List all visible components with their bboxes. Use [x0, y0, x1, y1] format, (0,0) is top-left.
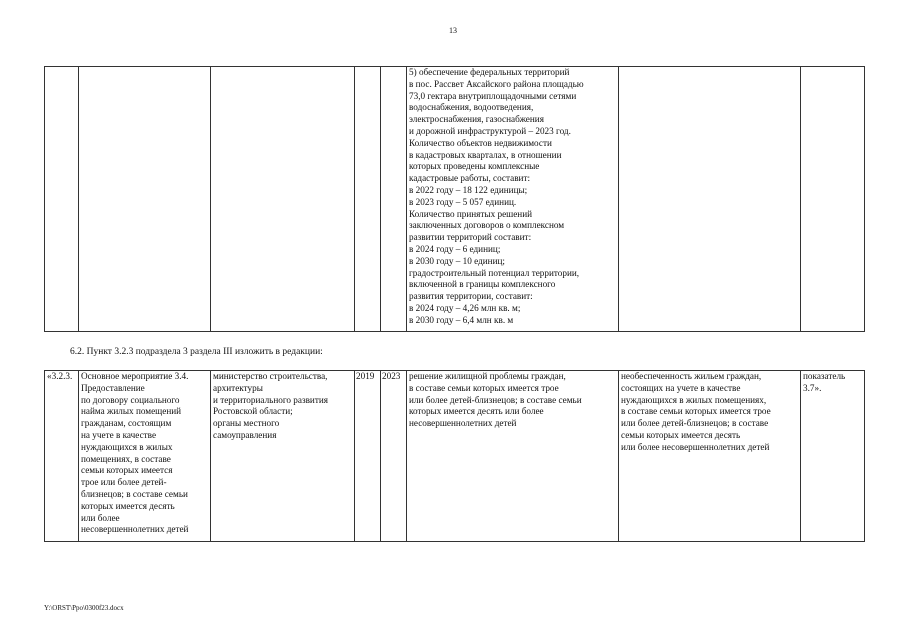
end-year-cell: 2023 — [381, 371, 407, 542]
result-line: в пос. Рассвет Аксайского района площадью — [409, 78, 584, 89]
table-row — [45, 67, 865, 332]
result-line: и дорожной инфраструктурой – 2023 год. — [409, 125, 571, 136]
file-path-footer: Y:\ORST\Ppo\0300f23.docx — [44, 604, 124, 612]
result-line: заключенных договоров о комплексном — [409, 220, 565, 231]
result-line: в 2030 году – 10 единиц; — [409, 255, 505, 266]
result-line: градостроительный потенциал территории, — [409, 267, 580, 278]
result-line: в 2022 году – 18 122 единицы; — [409, 184, 528, 195]
result-line: в 2030 году – 6,4 млн кв. м — [409, 314, 514, 325]
indicator-cell: показатель 3.7». — [801, 371, 865, 542]
amendment-instruction: 6.2. Пункт 3.2.3 подраздела 3 раздела III изложить в редакции: — [70, 347, 323, 357]
result-line: развитии территорий составит: — [409, 232, 532, 243]
event-cell — [79, 67, 211, 332]
result-line: в 2024 году – 6 единиц; — [409, 243, 501, 254]
continuation-table — [44, 66, 865, 332]
result-cell — [407, 67, 619, 332]
indicator-cell — [801, 67, 865, 332]
result-line: 5) обеспечение федеральных территорий — [409, 67, 570, 77]
result-line: Количество принятых решений — [409, 208, 533, 219]
result-line: водоснабжения, водоотведения, — [409, 102, 534, 113]
page-number: 13 — [449, 26, 457, 35]
executor-cell: министерство строительства, архитектуры и территориального развития Ростовской области; органы местного самоуправления — [211, 371, 355, 542]
table-row — [45, 371, 865, 542]
result-line: развития территории, составит: — [409, 291, 533, 302]
number-cell — [45, 67, 79, 332]
result-line: в кадастровых кварталах, в отношении — [409, 149, 562, 160]
number-cell: «3.2.3. — [45, 371, 79, 542]
consequences-cell — [619, 67, 801, 332]
result-line: кадастровые работы, составит: — [409, 173, 531, 184]
end-year-cell — [381, 67, 407, 332]
result-line: в 2023 году – 5 057 единиц. — [409, 196, 517, 207]
result-line: которых проведены комплексные — [409, 161, 540, 172]
result-line: включенной в границы комплексного — [409, 279, 556, 290]
result-line: в 2024 году – 4,26 млн кв. м; — [409, 302, 521, 313]
start-year-cell: 2019 — [355, 371, 381, 542]
result-line: 73,0 гектара внутриплощадочными сетями — [409, 90, 577, 101]
event-cell: Основное мероприятие 3.4. Предоставление по договору социального найма жилых помещений гражданам, состоящим на учете в качестве нуждающихся в жилых помещениях, в составе семьи которых имеется трое или более детей- близнецов; в составе семьи которых имеется десять или более несовершеннолетних детей — [79, 371, 211, 542]
result-line: электроснабжения, газоснабжения — [409, 114, 544, 125]
amendment-table — [44, 370, 865, 542]
executor-cell — [211, 67, 355, 332]
result-line: Количество объектов недвижимости — [409, 137, 552, 148]
consequences-cell: необеспеченность жильем граждан, состоящих на учете в качестве нуждающихся в жилых помещениях, в составе семьи которых имеется трое или более детей-близнецов; в составе семьи которых имеется десять или более несовершеннолетних детей — [619, 371, 801, 542]
start-year-cell — [355, 67, 381, 332]
result-cell: решение жилищной проблемы граждан, в составе семьи которых имеется трое или более детей-близнецов; в составе семьи которых имеется десять или более несовершеннолетних детей — [407, 371, 619, 542]
